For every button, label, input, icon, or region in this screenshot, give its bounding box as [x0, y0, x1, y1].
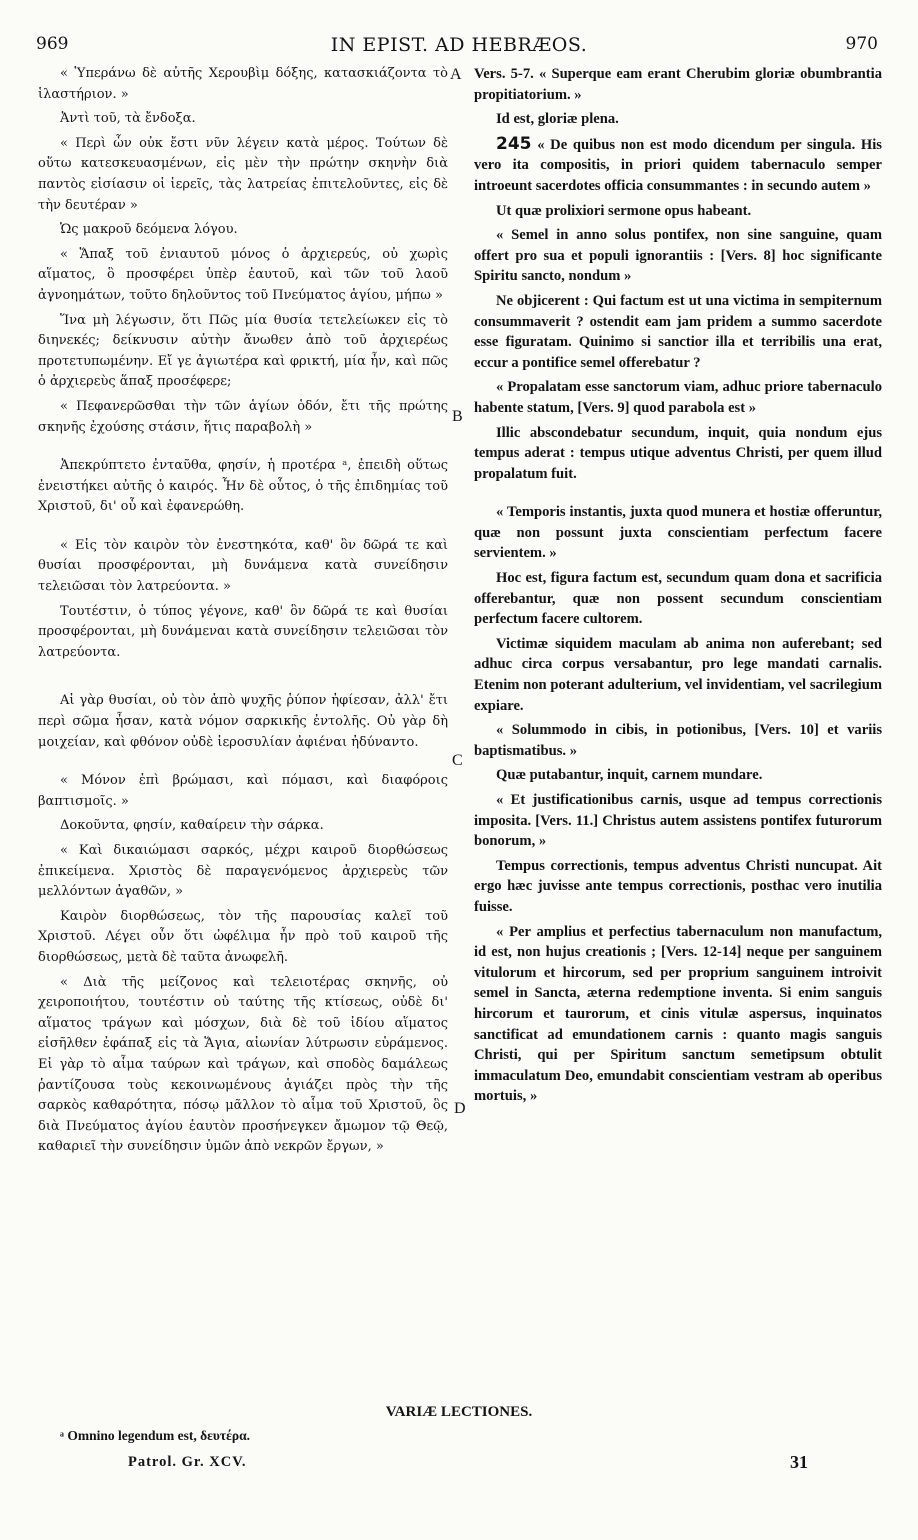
greek-para: Τουτέστιν, ὁ τύπος γέγονε, καθ' ὃν δῶρά τε καὶ θυσίαι προσφέρονται, μὴ δυνάμεναι κατὰ συνείδησιν τελειῶσαι τὸν λατρεύοντα. [38, 603, 448, 660]
latin-para: « Solummodo in cibis, in potionibus, [Vers. 10] et variis baptismatibus. » [474, 722, 882, 759]
right-column-number: 970 [845, 34, 878, 54]
footer-signature: 31 [790, 1452, 808, 1472]
running-title: IN EPIST. AD HEBRÆOS. [330, 34, 588, 56]
latin-para: Victimæ siquidem maculam ab anima non auferebant; sed adhuc circa corpus versabantur, pro lege mandati carnalis. Etenim non poterant adulterium, vel invidentiam, vel sacrilegium expiare. [474, 635, 882, 714]
greek-para: « Μόνον ἐπὶ βρώμασι, καὶ πόμασι, καὶ διαφόροις βαπτισμοῖς. » [38, 773, 448, 809]
greek-para: Ὡς μακροῦ δεόμενα λόγου. [60, 222, 238, 238]
left-column-number: 969 [36, 34, 69, 54]
greek-para: Αἱ γὰρ θυσίαι, οὐ τὸν ἀπὸ ψυχῆς ῥύπον ἠφίεσαν, ἀλλ' ἔτι περὶ σῶμα ἦσαν, κατὰ νόμον σαρκικῆς ἐντολῆς. Οὐ γὰρ δὴ μοιχείαν, καὶ φθόνον οὐδὲ ἱεροσυλίαν ἀφιέναι ἠδύναντο. [38, 693, 448, 750]
latin-para-text: « De quibus non est modo dicendum per singula. His vero ita compositis, in priori quidem tabernaculo semper introeunt sacerdotes officia consummantes : in secundo autem » [474, 136, 882, 194]
greek-column [38, 64, 448, 1162]
margin-marker-a: A [450, 66, 462, 83]
greek-para: Δοκοῦντα, φησίν, καθαίρειν τὴν σάρκα. [60, 818, 324, 834]
greek-para: « Ἅπαξ τοῦ ἐνιαυτοῦ μόνος ὁ ἀρχιερεύς, οὐ χωρὶς αἵματος, ὃ προσφέρει ὑπὲρ ἑαυτοῦ, καὶ τῶν τοῦ λαοῦ ἀγνοημάτων, τοῦτο δηλοῦντος τοῦ Πνεύματος ἁγίου, μήπω » [38, 246, 448, 303]
page-header [0, 34, 918, 60]
latin-para: Ut quæ prolixiori sermone opus habeant. [496, 202, 752, 219]
latin-para: « Propalatam esse sanctorum viam, adhuc priore tabernaculo habente statum, [Vers. 9] quod parabola est » [474, 379, 882, 416]
latin-para: « Temporis instantis, juxta quod munera et hostiæ offeruntur, quæ non possunt juxta conscientiam perfectum facere servientem. » [474, 504, 882, 562]
margin-marker-b: B [452, 408, 463, 425]
latin-column [474, 64, 882, 1111]
latin-para: « Et justificationibus carnis, usque ad tempus correctionis imposita. [Vers. 11.] Christus autem assistens pontifex futurorum bonorum, » [474, 792, 882, 850]
footer-volume: Patrol. Gr. XCV. [128, 1454, 247, 1470]
greek-para: « Ὑπεράνω δὲ αὐτῆς Χερουβὶμ δόξης, κατασκιάζοντα τὸ ἱλαστήριον. » [38, 66, 448, 102]
variant-note: ᵃ Omnino legendum est, δευτέρα. [60, 1428, 250, 1443]
greek-para: « Διὰ τῆς μείζονος καὶ τελειοτέρας σκηνῆς, οὐ χειροποιήτου, τουτέστιν οὐ ταύτης τῆς κτίσεως, οὐδὲ δι' αἵματος τράγων καὶ μόσχων, διὰ δὲ τοῦ ἰδίου αἵματος εἰσῆλθεν ἐφάπαξ εἰς τὰ Ἅγια, αἰωνίαν λύτρωσιν εὑράμενος. Εἰ γὰρ τὸ αἷμα ταύρων καὶ τράγων, καὶ σποδὸς δαμάλεως ῥαντίζουσα τοὺς κεκοινωμένους ἁγιάζει πρὸς τὴν τῆς σαρκὸς καθαρότητα, πόσῳ μᾶλλον τὸ αἷμα τοῦ Χριστοῦ, ὃς διὰ Πνεύματος ἁγίου ἑαυτὸν προσήνεγκεν ἄμωμον τῷ Θεῷ, καθαριεῖ τὴν συνείδησιν ὑμῶν ἀπὸ νεκρῶν ἔργων, » [38, 974, 448, 1155]
latin-para: Quæ putabantur, inquit, carnem mundare. [496, 767, 763, 784]
latin-para: Ne objicerent : Qui factum est ut una victima in sempiternum consummaverit ? ostendit eam jam pridem a summo sacerdote esse figuratam. Quinimo si sanctior illa et terribilis una erat, eccur a pontifice semel offerebatur ? [474, 292, 882, 371]
greek-para: « Καὶ δικαιώμασι σαρκός, μέχρι καιροῦ διορθώσεως ἐπικείμενα. Χριστὸς δὲ παραγενόμενος ἀρχιερεὺς τῶν μελλόντων ἀγαθῶν, » [38, 843, 448, 900]
latin-para: Tempus correctionis, tempus adventus Christi nuncupat. Ait ergo hæc juvisse ante tempus correctionis, posthac vero inutilia fuisse. [474, 857, 882, 915]
greek-para: « Εἰς τὸν καιρὸν τὸν ἐνεστηκότα, καθ' ὃν δῶρά τε καὶ θυσίαι προσφέρονται, μὴ δυνάμενα κατὰ συνείδησιν τελειῶσαι τὸν λατρεύοντα. » [38, 537, 448, 595]
latin-para: « Per amplius et perfectius tabernaculum non manufactum, id est, non hujus creationis ; [Vers. 12-14] neque per sanguinem vitulorum et hircorum, sed per proprium sanguinem introivit semel in Sancta, æterna redemptione inventa. Si enim sanguis hircorum et taurorum, et cinis vitulæ aspersus, inquinatos sanctificat ad emundationem carnis : quanto magis sanguis Christi, qui per Spiritum sanctum semetipsum obtulit immaculatum Deo, emundabit conscientiam vestram ab operibus mortuis, » [474, 923, 882, 1105]
latin-para: Hoc est, figura factum est, secundum quam dona et sacrificia offerebantur, quæ non possent secundum conscientiam perfectum facere cultorem. [474, 570, 882, 628]
greek-para: Ἵνα μὴ λέγωσιν, ὅτι Πῶς μία θυσία τετελείωκεν εἰς τὸ διηνεκές; δείκνυσιν αὐτὴν ἄνωθεν ἀπὸ τοῦ ἀρχιερέως προτετυπωμένην. Εἴ γε ἁγιωτέρα καὶ φρικτή, μία ἦν, καὶ πῶς ὁ ἀρχιερεὺς ἅπαξ προσέφερε; [38, 312, 448, 390]
latin-para: Illic abscondebatur secundum, inquit, quia nondum ejus tempus aderat : tempus utique adventus Christi, per quem illud propalatum fuit. [474, 424, 882, 482]
greek-para: Ἀντὶ τοῦ, τὰ ἔνδοξα. [60, 111, 196, 127]
variae-lectiones-heading: VARIÆ LECTIONES. [385, 1404, 533, 1420]
greek-para: Καιρὸν διορθώσεως, τὸν τῆς παρουσίας καλεῖ τοῦ Χριστοῦ. Λέγει οὖν ὅτι ὠφέλιμα ἦν πρὸ τοῦ καιροῦ τῆς διορθώσεως, μετὰ δὲ ταῦτα ἀνωφελῆ. [38, 908, 448, 965]
section-number: 245 [496, 133, 532, 154]
greek-para: « Πεφανερῶσθαι τὴν τῶν ἁγίων ὁδόν, ἔτι τῆς πρώτης σκηνῆς ἐχούσης στάσιν, ἥτις παραβολὴ » [38, 398, 448, 435]
latin-para: Id est, gloriæ plena. [496, 111, 619, 128]
latin-para [474, 134, 882, 197]
greek-para: Ἀπεκρύπτετο ἐνταῦθα, φησίν, ἡ προτέρα ᵃ, ἐπειδὴ οὕτως ἐνειστήκει αὐτῆς ὁ καιρός. Ἦν δὲ οὗτος, ὁ τῆς ἐπιδημίας τοῦ Χριστοῦ, δι' οὗ καὶ ἐφανερώθη. [38, 458, 448, 515]
margin-marker-c: C [452, 752, 463, 769]
margin-marker-d: D [454, 1100, 466, 1117]
latin-para: « Semel in anno solus pontifex, non sine sanguine, quam offert pro sua et populi ignorantiis : [Vers. 8] hoc significante Spiritu sancto, nondum » [474, 227, 882, 285]
latin-para: Vers. 5-7. « Superque eam erant Cherubim gloriæ obumbrantia propitiatorium. » [474, 66, 882, 103]
greek-para: « Περὶ ὧν οὐκ ἔστι νῦν λέγειν κατὰ μέρος. Τούτων δὲ οὕτω κατεσκευασμένων, εἰς μὲν τὴν πρώτην σκηνὴν διὰ παντὸς εἰσίασιν οἱ ἱερεῖς, τὰς λατρείας ἐπιτελοῦντες, εἰς δὲ τὴν δευτέραν » [38, 135, 448, 213]
